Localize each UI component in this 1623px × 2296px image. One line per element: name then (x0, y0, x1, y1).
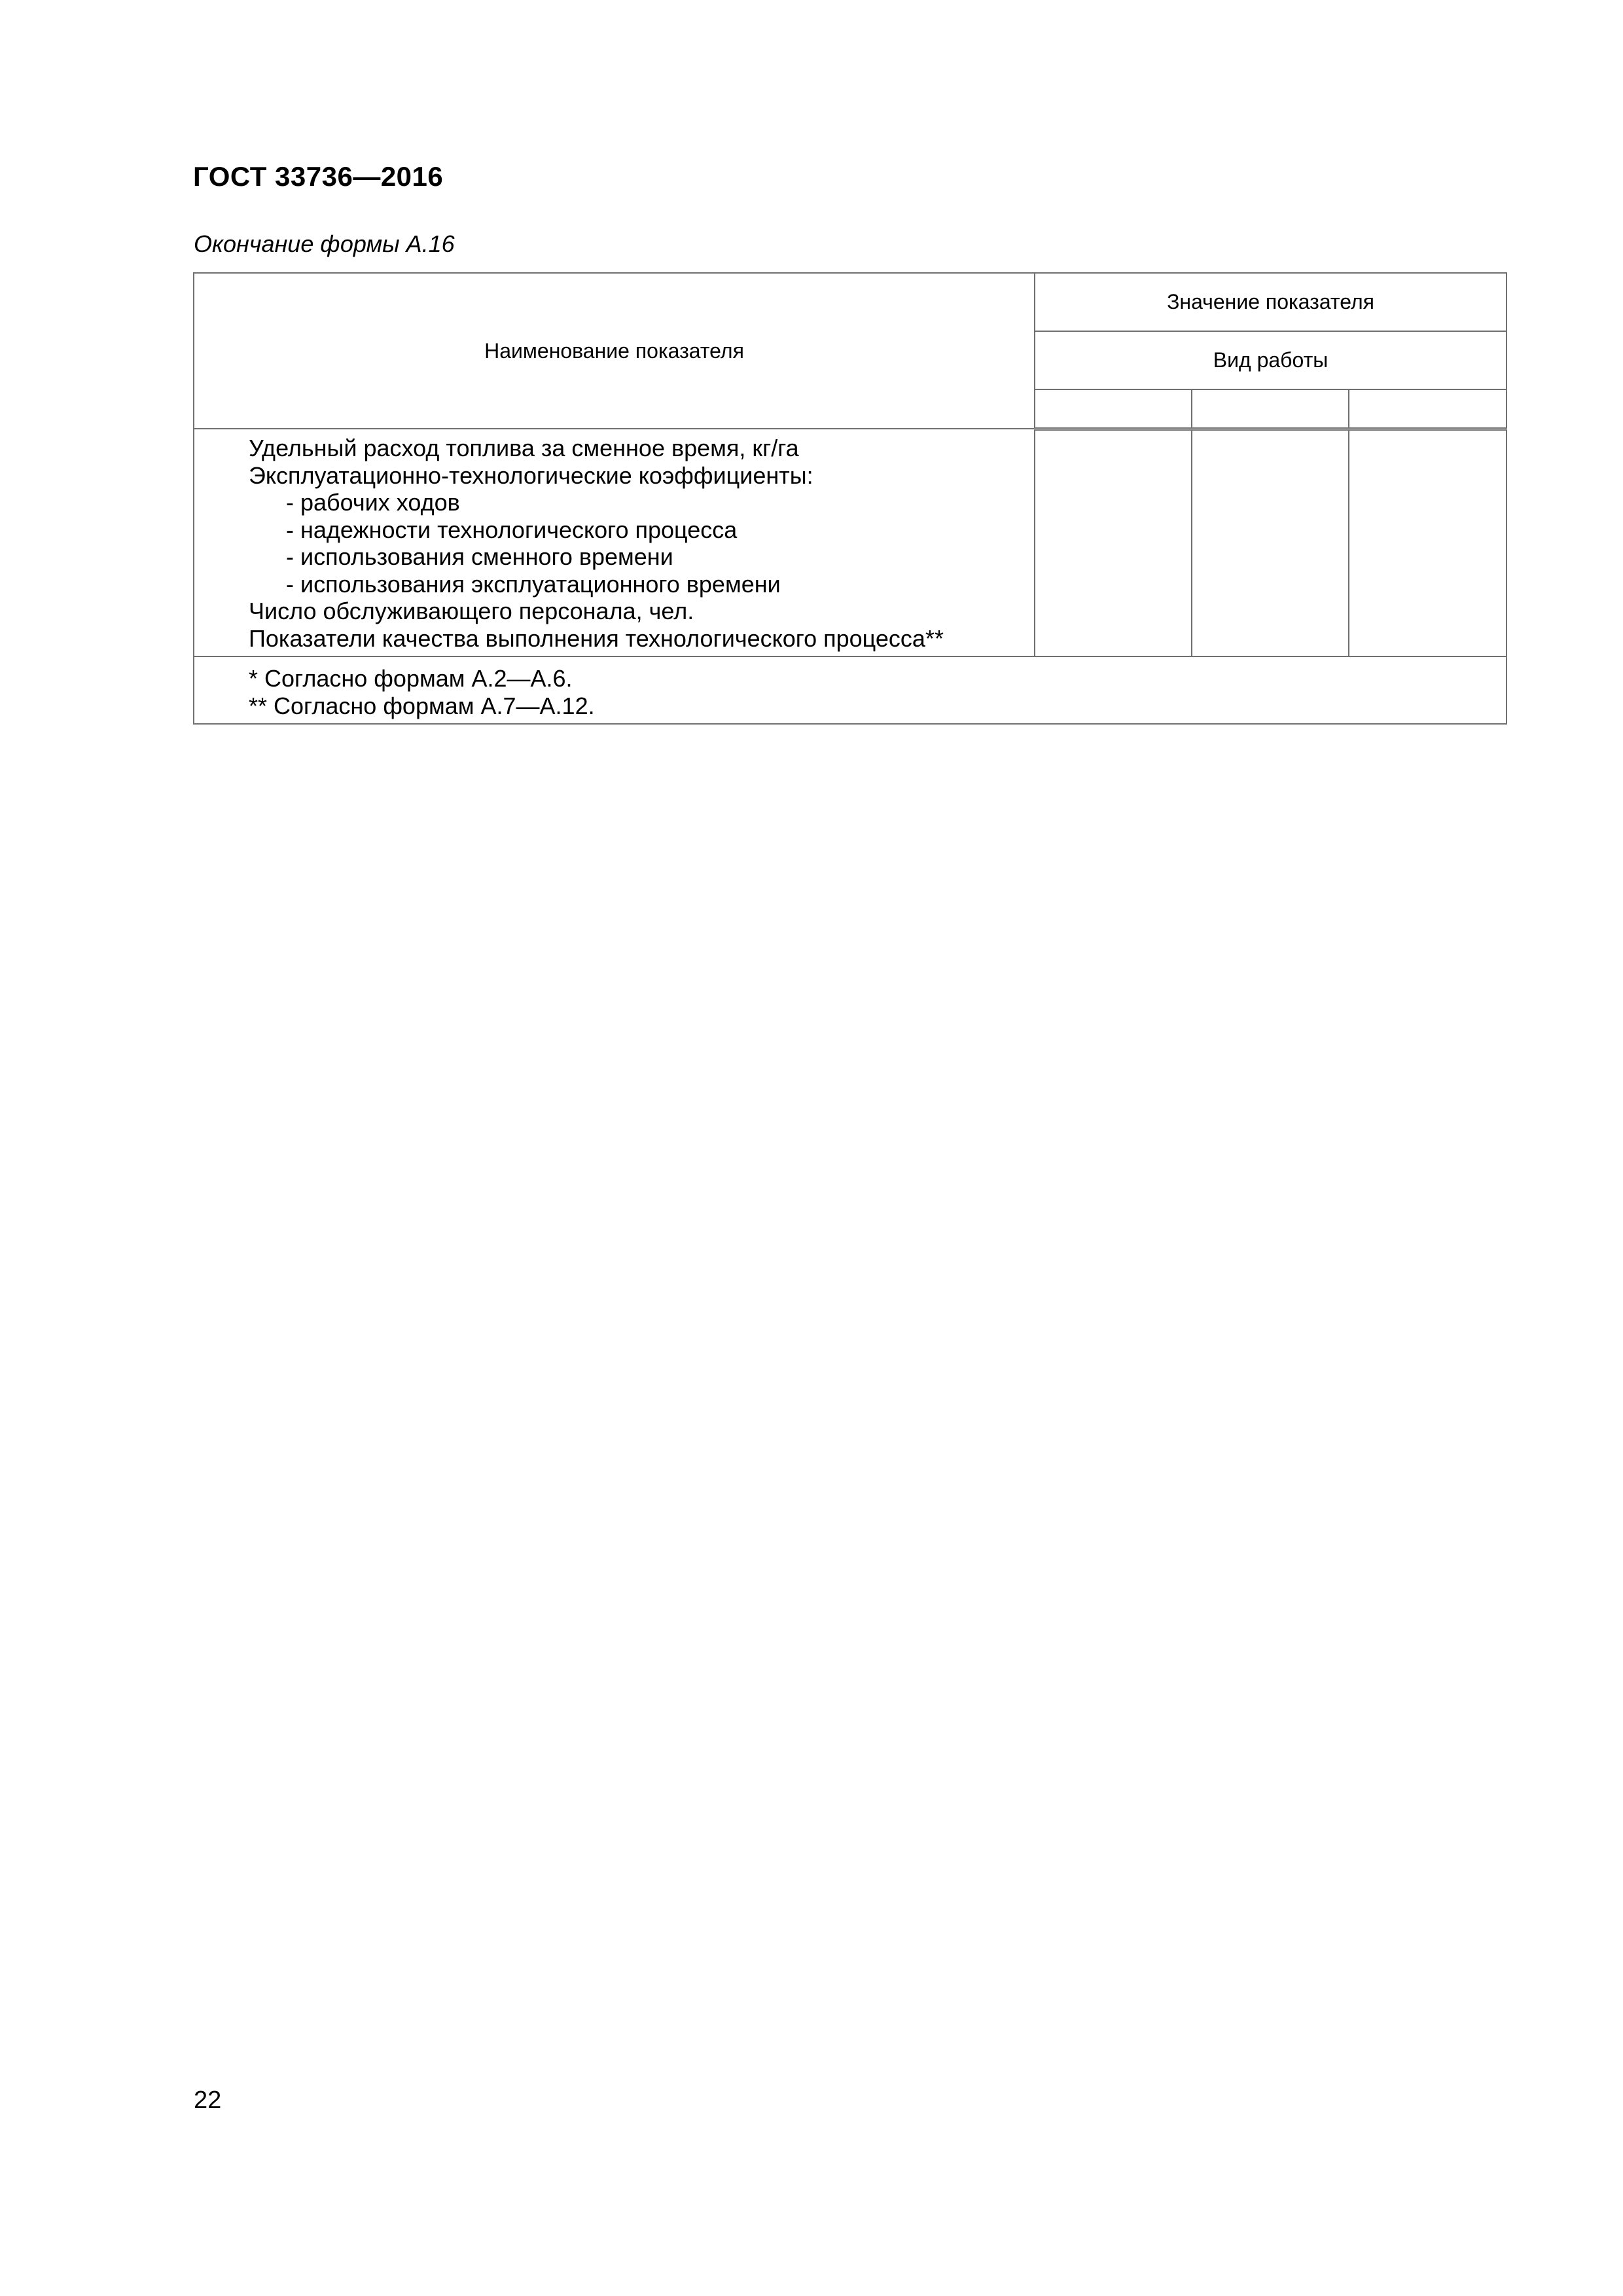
page-number: 22 (194, 2087, 222, 2114)
indicator-list (194, 429, 1035, 656)
indicator-value-header: Значение показателя (1035, 273, 1507, 331)
table-notes-row (194, 656, 1507, 724)
value-cell (1192, 429, 1349, 656)
table-row (194, 429, 1507, 656)
work-type-header: Вид работы (1035, 331, 1507, 389)
work-type-column-1 (1035, 389, 1192, 429)
indicator-item: Удельный расход топлива за сменное время, кг/га (249, 435, 799, 461)
indicator-item: - рабочих ходов (286, 489, 460, 516)
work-type-column-3 (1349, 389, 1507, 429)
value-cell (1035, 429, 1192, 656)
indicator-item: Число обслуживающего персонала, чел. (249, 598, 694, 624)
footnote-line: ** Согласно формам А.7—А.12. (249, 692, 595, 719)
footnote-line: * Согласно формам А.2—А.6. (249, 665, 573, 692)
document-header: ГОСТ 33736—2016 (193, 161, 444, 192)
indicator-table (193, 272, 1507, 725)
form-caption: Окончание формы А.16 (194, 230, 455, 257)
indicator-item: - использования эксплуатационного времени (286, 570, 781, 598)
indicator-item: - надежности технологического процесса (286, 516, 738, 543)
table-notes (194, 656, 1507, 724)
value-cell (1349, 429, 1507, 656)
work-type-column-2 (1192, 389, 1349, 429)
indicator-item: - использования сменного времени (286, 543, 673, 570)
table-header-row (194, 273, 1507, 331)
indicator-item: Эксплуатационно-технологические коэффициенты: (249, 461, 813, 489)
indicator-item: Показатели качества выполнения технологического процесса** (249, 624, 944, 652)
indicator-name-header: Наименование показателя (194, 273, 1035, 429)
